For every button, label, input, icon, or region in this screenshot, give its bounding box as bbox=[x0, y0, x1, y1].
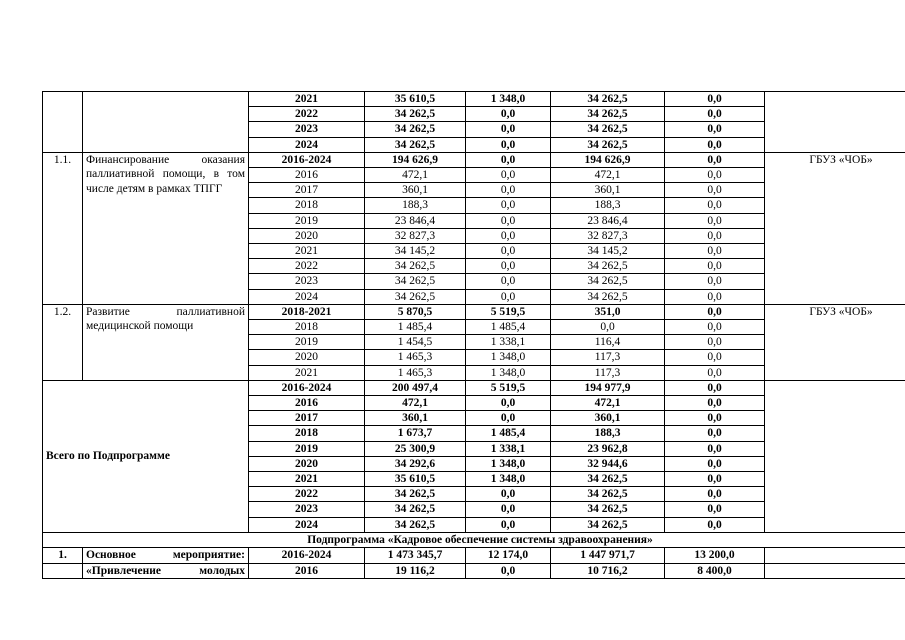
regional-cell: 188,3 bbox=[551, 426, 665, 441]
year-cell: 2023 bbox=[249, 122, 365, 137]
year-cell: 2024 bbox=[249, 517, 365, 532]
total-cell: 34 262,5 bbox=[365, 137, 466, 152]
total-cell: 34 262,5 bbox=[365, 517, 466, 532]
other-cell: 0,0 bbox=[665, 137, 765, 152]
item-name: Развитие паллиативной медицинской помощи bbox=[83, 304, 249, 380]
executor-cell: ГБУЗ «ЧОБ» bbox=[765, 152, 905, 304]
other-cell: 0,0 bbox=[665, 228, 765, 243]
federal-cell: 1 338,1 bbox=[466, 335, 551, 350]
total-cell: 188,3 bbox=[365, 198, 466, 213]
year-cell: 2018 bbox=[249, 320, 365, 335]
table-row bbox=[43, 532, 905, 547]
table-row bbox=[43, 304, 905, 319]
federal-cell: 0,0 bbox=[466, 563, 551, 579]
total-cell: 1 673,7 bbox=[365, 426, 466, 441]
federal-cell: 0,0 bbox=[466, 274, 551, 289]
regional-cell: 0,0 bbox=[551, 320, 665, 335]
total-cell: 34 145,2 bbox=[365, 244, 466, 259]
other-cell: 0,0 bbox=[665, 502, 765, 517]
total-cell: 34 262,5 bbox=[365, 487, 466, 502]
total-cell: 472,1 bbox=[365, 168, 466, 183]
regional-cell: 34 262,5 bbox=[551, 274, 665, 289]
federal-cell: 0,0 bbox=[466, 213, 551, 228]
regional-cell: 194 977,9 bbox=[551, 380, 665, 395]
total-cell: 34 262,5 bbox=[365, 259, 466, 274]
other-cell: 0,0 bbox=[665, 320, 765, 335]
other-cell: 0,0 bbox=[665, 426, 765, 441]
year-cell: 2017 bbox=[249, 183, 365, 198]
other-cell: 0,0 bbox=[665, 365, 765, 380]
total-cell: 1 454,5 bbox=[365, 335, 466, 350]
federal-cell: 0,0 bbox=[466, 183, 551, 198]
table-row bbox=[43, 563, 905, 579]
item-number bbox=[43, 563, 83, 579]
year-cell: 2022 bbox=[249, 487, 365, 502]
regional-cell: 1 447 971,7 bbox=[551, 548, 665, 564]
year-cell: 2021 bbox=[249, 92, 365, 107]
regional-cell: 34 262,5 bbox=[551, 487, 665, 502]
federal-cell: 0,0 bbox=[466, 107, 551, 122]
regional-cell: 34 262,5 bbox=[551, 92, 665, 107]
other-cell: 0,0 bbox=[665, 198, 765, 213]
other-cell: 8 400,0 bbox=[665, 563, 765, 579]
year-cell: 2022 bbox=[249, 107, 365, 122]
federal-cell: 1 348,0 bbox=[466, 92, 551, 107]
other-cell: 0,0 bbox=[665, 152, 765, 167]
total-cell: 34 262,5 bbox=[365, 122, 466, 137]
regional-cell: 360,1 bbox=[551, 411, 665, 426]
other-cell: 0,0 bbox=[665, 456, 765, 471]
other-cell: 0,0 bbox=[665, 107, 765, 122]
other-cell: 0,0 bbox=[665, 213, 765, 228]
federal-cell: 1 348,0 bbox=[466, 365, 551, 380]
other-cell: 0,0 bbox=[665, 517, 765, 532]
item-number: 1.2. bbox=[43, 304, 83, 380]
other-cell: 0,0 bbox=[665, 244, 765, 259]
item-name: «Привлечение молодых bbox=[83, 563, 249, 579]
federal-cell: 0,0 bbox=[466, 244, 551, 259]
table-row bbox=[43, 548, 905, 564]
other-cell: 0,0 bbox=[665, 472, 765, 487]
total-cell: 34 262,5 bbox=[365, 502, 466, 517]
total-cell: 25 300,9 bbox=[365, 441, 466, 456]
year-cell: 2018 bbox=[249, 426, 365, 441]
federal-cell: 0,0 bbox=[466, 411, 551, 426]
executor-cell bbox=[765, 548, 905, 564]
federal-cell: 5 519,5 bbox=[466, 380, 551, 395]
total-cell: 34 292,6 bbox=[365, 456, 466, 471]
regional-cell: 34 262,5 bbox=[551, 259, 665, 274]
section-heading: Подпрограмма «Кадровое обеспечение системы здравоохранения» bbox=[43, 532, 905, 547]
year-cell: 2020 bbox=[249, 350, 365, 365]
regional-cell: 360,1 bbox=[551, 183, 665, 198]
total-cell: 360,1 bbox=[365, 183, 466, 198]
other-cell: 0,0 bbox=[665, 396, 765, 411]
year-cell: 2019 bbox=[249, 441, 365, 456]
federal-cell: 1 485,4 bbox=[466, 320, 551, 335]
executor-cell: ГБУЗ «ЧОБ» bbox=[765, 304, 905, 380]
total-cell: 200 497,4 bbox=[365, 380, 466, 395]
executor-cell bbox=[765, 563, 905, 579]
total-cell: 5 870,5 bbox=[365, 304, 466, 319]
total-cell: 19 116,2 bbox=[365, 563, 466, 579]
federal-cell: 1 348,0 bbox=[466, 456, 551, 471]
regional-cell: 32 827,3 bbox=[551, 228, 665, 243]
other-cell: 0,0 bbox=[665, 183, 765, 198]
regional-cell: 23 846,4 bbox=[551, 213, 665, 228]
regional-cell: 32 944,6 bbox=[551, 456, 665, 471]
regional-cell: 188,3 bbox=[551, 198, 665, 213]
item-number: 1. bbox=[43, 548, 83, 564]
year-cell: 2021 bbox=[249, 472, 365, 487]
year-cell: 2016 bbox=[249, 563, 365, 579]
federal-cell: 12 174,0 bbox=[466, 548, 551, 564]
total-cell: 35 610,5 bbox=[365, 92, 466, 107]
total-cell: 35 610,5 bbox=[365, 472, 466, 487]
year-cell: 2019 bbox=[249, 213, 365, 228]
year-cell: 2016-2024 bbox=[249, 548, 365, 564]
year-cell: 2016 bbox=[249, 168, 365, 183]
other-cell: 0,0 bbox=[665, 92, 765, 107]
federal-cell: 0,0 bbox=[466, 168, 551, 183]
regional-cell: 34 262,5 bbox=[551, 517, 665, 532]
year-cell: 2023 bbox=[249, 502, 365, 517]
federal-cell: 5 519,5 bbox=[466, 304, 551, 319]
other-cell: 0,0 bbox=[665, 441, 765, 456]
regional-cell: 34 262,5 bbox=[551, 122, 665, 137]
year-cell: 2016-2024 bbox=[249, 380, 365, 395]
regional-cell: 10 716,2 bbox=[551, 563, 665, 579]
total-cell: 1 473 345,7 bbox=[365, 548, 466, 564]
other-cell: 0,0 bbox=[665, 122, 765, 137]
number-cell bbox=[43, 92, 83, 153]
table-row bbox=[43, 152, 905, 167]
other-cell: 0,0 bbox=[665, 411, 765, 426]
regional-cell: 34 262,5 bbox=[551, 137, 665, 152]
federal-cell: 0,0 bbox=[466, 137, 551, 152]
table-row bbox=[43, 380, 905, 395]
total-cell: 34 262,5 bbox=[365, 107, 466, 122]
federal-cell: 0,0 bbox=[466, 289, 551, 304]
total-cell: 1 465,3 bbox=[365, 365, 466, 380]
regional-cell: 351,0 bbox=[551, 304, 665, 319]
executor-cell bbox=[765, 92, 905, 153]
total-cell: 360,1 bbox=[365, 411, 466, 426]
total-cell: 23 846,4 bbox=[365, 213, 466, 228]
year-cell: 2018 bbox=[249, 198, 365, 213]
federal-cell: 0,0 bbox=[466, 198, 551, 213]
regional-cell: 472,1 bbox=[551, 168, 665, 183]
year-cell: 2022 bbox=[249, 259, 365, 274]
regional-cell: 117,3 bbox=[551, 365, 665, 380]
budget-table bbox=[42, 91, 905, 579]
other-cell: 0,0 bbox=[665, 350, 765, 365]
total-cell: 32 827,3 bbox=[365, 228, 466, 243]
executor-cell bbox=[765, 380, 905, 532]
year-cell: 2021 bbox=[249, 244, 365, 259]
year-cell: 2016 bbox=[249, 396, 365, 411]
federal-cell: 0,0 bbox=[466, 122, 551, 137]
name-cell bbox=[83, 92, 249, 153]
other-cell: 0,0 bbox=[665, 289, 765, 304]
federal-cell: 0,0 bbox=[466, 517, 551, 532]
regional-cell: 34 262,5 bbox=[551, 107, 665, 122]
federal-cell: 1 485,4 bbox=[466, 426, 551, 441]
total-cell: 34 262,5 bbox=[365, 289, 466, 304]
federal-cell: 1 338,1 bbox=[466, 441, 551, 456]
other-cell: 13 200,0 bbox=[665, 548, 765, 564]
year-cell: 2024 bbox=[249, 289, 365, 304]
year-cell: 2021 bbox=[249, 365, 365, 380]
federal-cell: 0,0 bbox=[466, 152, 551, 167]
regional-cell: 472,1 bbox=[551, 396, 665, 411]
year-cell: 2017 bbox=[249, 411, 365, 426]
total-cell: 34 262,5 bbox=[365, 274, 466, 289]
total-cell: 1 485,4 bbox=[365, 320, 466, 335]
other-cell: 0,0 bbox=[665, 487, 765, 502]
year-cell: 2024 bbox=[249, 137, 365, 152]
other-cell: 0,0 bbox=[665, 274, 765, 289]
total-cell: 1 465,3 bbox=[365, 350, 466, 365]
federal-cell: 0,0 bbox=[466, 396, 551, 411]
federal-cell: 0,0 bbox=[466, 487, 551, 502]
year-cell: 2023 bbox=[249, 274, 365, 289]
item-name: Финансирование оказания паллиативной помощи, в том числе детям в рамках ТПГГ bbox=[83, 152, 249, 304]
regional-cell: 194 626,9 bbox=[551, 152, 665, 167]
other-cell: 0,0 bbox=[665, 304, 765, 319]
other-cell: 0,0 bbox=[665, 380, 765, 395]
other-cell: 0,0 bbox=[665, 168, 765, 183]
regional-cell: 34 262,5 bbox=[551, 289, 665, 304]
year-cell: 2016-2024 bbox=[249, 152, 365, 167]
other-cell: 0,0 bbox=[665, 335, 765, 350]
regional-cell: 23 962,8 bbox=[551, 441, 665, 456]
table-row bbox=[43, 92, 905, 107]
total-cell: 472,1 bbox=[365, 396, 466, 411]
federal-cell: 1 348,0 bbox=[466, 350, 551, 365]
regional-cell: 34 145,2 bbox=[551, 244, 665, 259]
federal-cell: 0,0 bbox=[466, 259, 551, 274]
regional-cell: 116,4 bbox=[551, 335, 665, 350]
total-cell: 194 626,9 bbox=[365, 152, 466, 167]
item-name: Основное мероприятие: bbox=[83, 548, 249, 564]
subprogram-total-label: Всего по Подпрограмме bbox=[43, 380, 249, 532]
year-cell: 2018-2021 bbox=[249, 304, 365, 319]
federal-cell: 0,0 bbox=[466, 502, 551, 517]
item-number: 1.1. bbox=[43, 152, 83, 304]
federal-cell: 1 348,0 bbox=[466, 472, 551, 487]
regional-cell: 34 262,5 bbox=[551, 472, 665, 487]
year-cell: 2020 bbox=[249, 228, 365, 243]
federal-cell: 0,0 bbox=[466, 228, 551, 243]
other-cell: 0,0 bbox=[665, 259, 765, 274]
regional-cell: 117,3 bbox=[551, 350, 665, 365]
year-cell: 2020 bbox=[249, 456, 365, 471]
regional-cell: 34 262,5 bbox=[551, 502, 665, 517]
year-cell: 2019 bbox=[249, 335, 365, 350]
